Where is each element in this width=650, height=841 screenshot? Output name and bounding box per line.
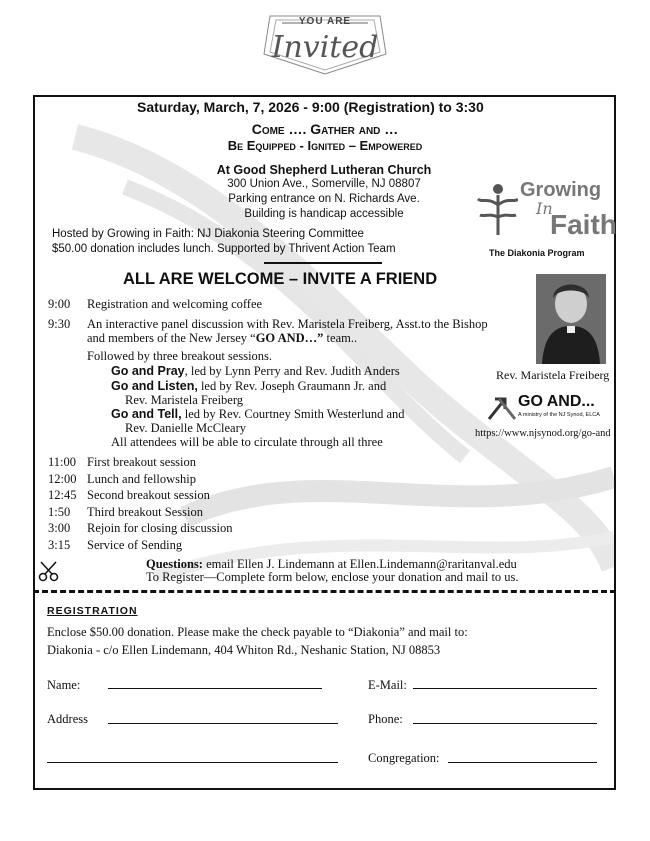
breakout-intro: Followed by three breakout sessions. [87,349,273,363]
schedule-desc: Lunch and fellowship [87,471,197,486]
venue-name: At Good Shepherd Lutheran Church [216,163,432,177]
session-listen-cont: Rev. Maristela Freiberg [125,393,244,407]
email-field[interactable] [413,688,597,689]
equipped-line: Be Equipped - Ignited – Empowered [227,138,423,153]
event-date: Saturday, March, 7, 2026 - 9:00 (Registration) to 3:30 [137,99,484,115]
session-tell: Go and Tell, led by Rev. Courtney Smith Westerlund and [111,407,405,421]
panel-line2: and members of the New Jersey “GO AND…” team.. [87,331,358,345]
divider [264,262,382,264]
schedule-time: 1:50 [48,504,71,519]
congregation-label: Congregation: [368,751,440,765]
cut-line [33,590,616,593]
schedule-item [48,488,298,505]
schedule-time: 3:15 [48,537,71,552]
invited-badge [262,14,388,76]
hosted-by: Hosted by Growing in Faith: NJ Diakonia Steering Committee [52,228,364,240]
go-and-url[interactable]: https://www.njsynod.org/go-and [475,428,611,439]
schedule-desc: Rejoin for closing discussion [87,521,233,535]
questions-line: Questions: email Ellen J. Lindemann at Ellen.Lindemann@raritanval.edu [146,557,517,571]
accessibility-info: Building is handicap accessible [244,208,404,220]
donation-info: $50.00 donation includes lunch. Supported by Thrivent Action Team [52,243,396,255]
logo-line2: In [536,199,553,218]
address-line2-field[interactable] [47,762,338,763]
venue-address: 300 Union Ave., Somerville, NJ 08807 [227,178,421,190]
logo-line3: Faith [550,209,617,240]
congregation-field[interactable] [448,762,597,763]
address-label: Address [47,712,88,726]
schedule-list [48,455,298,554]
welcome-heading: ALL ARE WELCOME – INVITE A FRIEND [123,270,438,288]
speaker-photo [536,274,606,364]
go-and-title: GO AND... [518,393,595,410]
badge-main-text: Invited [271,30,379,65]
phone-field[interactable] [413,723,597,724]
name-label: Name: [47,678,81,692]
address-field[interactable] [108,723,338,724]
schedule-item [48,538,298,555]
schedule-item [48,472,298,489]
name-field[interactable] [108,688,322,689]
time-9-00: 9:00 [48,297,71,311]
logo-line1: Growing [520,179,602,201]
growing-in-faith-logo [476,179,617,241]
time-9-30: 9:30 [48,317,71,331]
circulate-note: All attendees will be able to circulate through all three [111,435,383,449]
badge-top-text: YOU ARE [298,16,352,27]
go-and-arrows-icon [487,393,517,421]
speaker-caption: Rev. Maristela Freiberg [496,368,610,382]
panel-line1: An interactive panel discussion with Rev. Maristela Freiberg, Asst.to the Bishop [87,317,488,331]
go-and-tagline: A ministry of the NJ Synod, ELCA [518,412,600,418]
session-pray: Go and Pray, led by Lynn Perry and Rev. Judith Anders [111,364,400,378]
session-listen: Go and Listen, led by Rev. Joseph Graumann Jr. and [111,379,387,393]
register-instructions: To Register—Complete form below, enclose your donation and mail to us. [146,570,519,584]
tree-person-icon [476,179,518,239]
person-portrait-icon [536,274,606,364]
schedule-item [48,521,298,538]
schedule-item [48,455,298,472]
schedule-desc: Third breakout Session [87,504,203,519]
schedule-desc: First breakout session [87,455,197,469]
schedule-time: 11:00 [48,455,77,469]
session-tell-cont: Rev. Danielle McCleary [125,421,247,435]
registration-heading: REGISTRATION [47,605,138,617]
registration-coffee: Registration and welcoming coffee [87,297,263,311]
registration-line2: Diakonia - c/o Ellen Lindemann, 404 Whiton Rd., Neshanic Station, NJ 08853 [47,643,441,657]
schedule-time: 12:45 [48,488,77,502]
schedule-time: 3:00 [48,521,71,535]
schedule-time: 12:00 [48,471,77,486]
come-gather-line: Come …. Gather and … [251,121,399,137]
schedule-desc: Second breakout session [87,488,210,502]
schedule-desc: Service of Sending [87,537,183,552]
email-label: E-Mail: [368,678,407,692]
scissors-icon [38,560,60,582]
schedule-item [48,505,298,522]
parking-info: Parking entrance on N. Richards Ave. [228,193,420,205]
registration-line1: Enclose $50.00 donation. Please make the check payable to “Diakonia” and mail to: [47,625,468,639]
logo-caption: The Diakonia Program [489,248,585,258]
phone-label: Phone: [368,712,403,726]
